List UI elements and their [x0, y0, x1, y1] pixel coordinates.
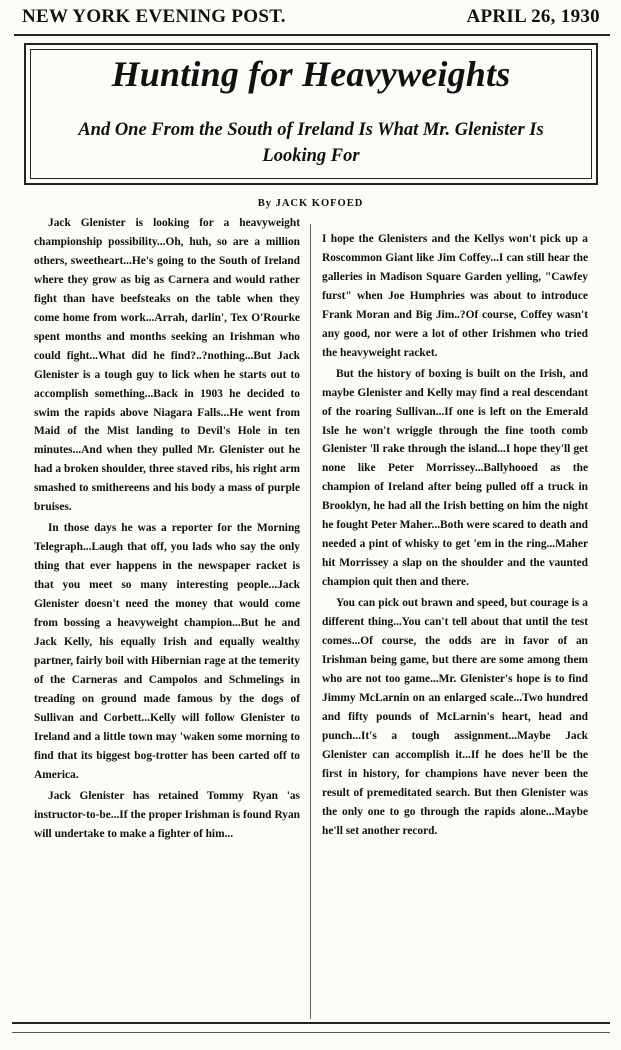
masthead [22, 6, 600, 32]
paragraph: Jack Glenister is looking for a heavyweight championship possibility...Oh, huh, so are a million others, sweetheart...He's going to the South of Ireland where they grow as big as Carnera and would rather fight than have beefsteaks on the table when they come home from work...Arrah, darlin', Tex O'Rourke spent months and months seeking an Irishman who could fight...What did he find?..?nothing...But Jack Glenister is a tough guy to lick when he starts out to accomplish something...Back in 1903 he decided to swim the rapids above Niagara Falls...He went from Maid of the Mist landing to Devil's Hole in ten minutes...And when they pulled Mr. Glenister out he had a broken shoulder, three staved ribs, his right arm smashed to smithereens and his body a mass of purple bruises. [34, 217, 300, 514]
headline: Hunting for Heavyweights [111, 54, 511, 94]
paragraph: You can pick out brawn and speed, but courage is a different thing...You can't tell about that until the test comes...Of course, the odds are in favor of an Irishman being game, but there are some among them who are not too game...Mr. Glenister's hope is to find Jimmy McLarnin on an enlarged scale...Two hundred and fifty pounds of McLarnin's heart, head and punch...It's a tough assignment...Maybe Jack Glenister can accomplish it...If he does he'll be the first in history, for champions have never been the result of premeditated search. But then Glenister was the only one to go through the rapids alone...Maybe he'll set another record. [322, 597, 588, 837]
headline-box [24, 43, 598, 185]
newspaper-name: NEW YORK EVENING POST. [22, 6, 286, 27]
publication-date: APRIL 26, 1930 [466, 6, 600, 27]
byline: By JACK KOFOED [257, 198, 364, 209]
subheadline: And One From the South of Ireland Is What Mr. Glenister Is Looking For [78, 120, 544, 166]
bottom-rule-thin [12, 1032, 610, 1033]
column-divider [310, 224, 311, 1019]
article-column-right [322, 230, 588, 843]
paragraph: In those days he was a reporter for the Morning Telegraph...Laugh that off, you lads who say the only thing that ever happens in the newspaper racket is that you meet so many interesting people...Jack Glenister doesn't need the money that would come from bossing a heavyweight champion...But he and Jack Kelly, his equally Irish and equally wealthy partner, fairly boil with Hibernian rage at the temerity of the Carneras and Campolos and Schmelings in treading on ground made famous by the dogs of Sullivan and Corbett...Kelly will follow Glenister to Ireland and a little town may 'waken some morning to find that its biggest bog-trotter has been carted off to America. [34, 522, 300, 781]
paragraph: But the history of boxing is built on the Irish, and maybe Glenister and Kelly may find a real descendant of the roaring Sullivan...If one is left on the Emerald Isle he won't wriggle through the fine tooth comb Glenister 'll rake through the island...I hope they'll get none like Peter Morrissey...Ballyhooed as the champion of Ireland after being pulled off a truck in Brooklyn, he had all the Irish betting on him the night he fought Peter Maher...Both were scared to death and needed a pint of whisky to get 'em in the ring...Maher hit Morrissey a slap on the shoulder and the vaunted champion quit then and there. [322, 367, 588, 589]
top-rule [14, 34, 610, 36]
article-column-left [34, 214, 300, 845]
paragraph: Jack Glenister has retained Tommy Ryan 'as instructor-to-be...If the proper Irishman is found Ryan will undertake to make a fighter of him... [34, 789, 300, 840]
bottom-rule [12, 1022, 610, 1024]
paragraph: I hope the Glenisters and the Kellys won't pick up a Roscommon Giant like Jim Coffey...I can still hear the galleries in Madison Square Garden yelling, "Cawfey furst" when Joe Humphries was about to introduce Frank Moran and Big Jim..?Of course, Coffey wasn't any good, nor were a lot of other Irishmen who tried the heavyweight racket. [322, 233, 588, 359]
